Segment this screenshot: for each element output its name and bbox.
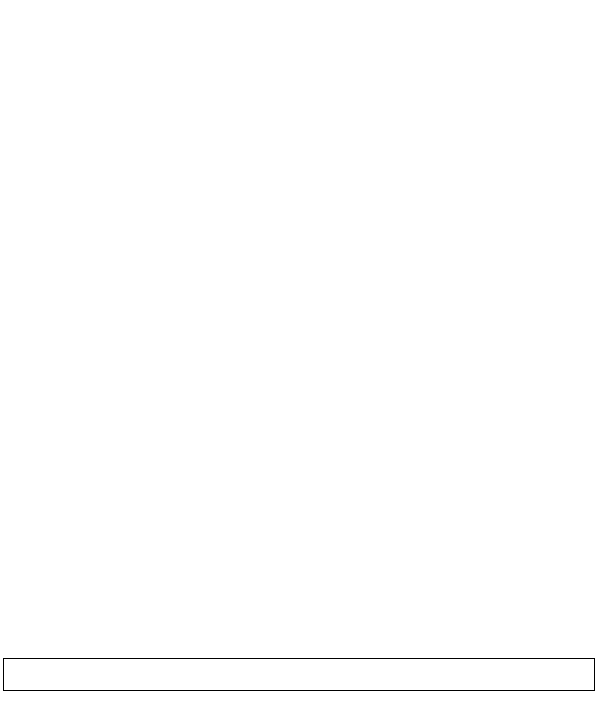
section-title-box — [3, 658, 595, 691]
